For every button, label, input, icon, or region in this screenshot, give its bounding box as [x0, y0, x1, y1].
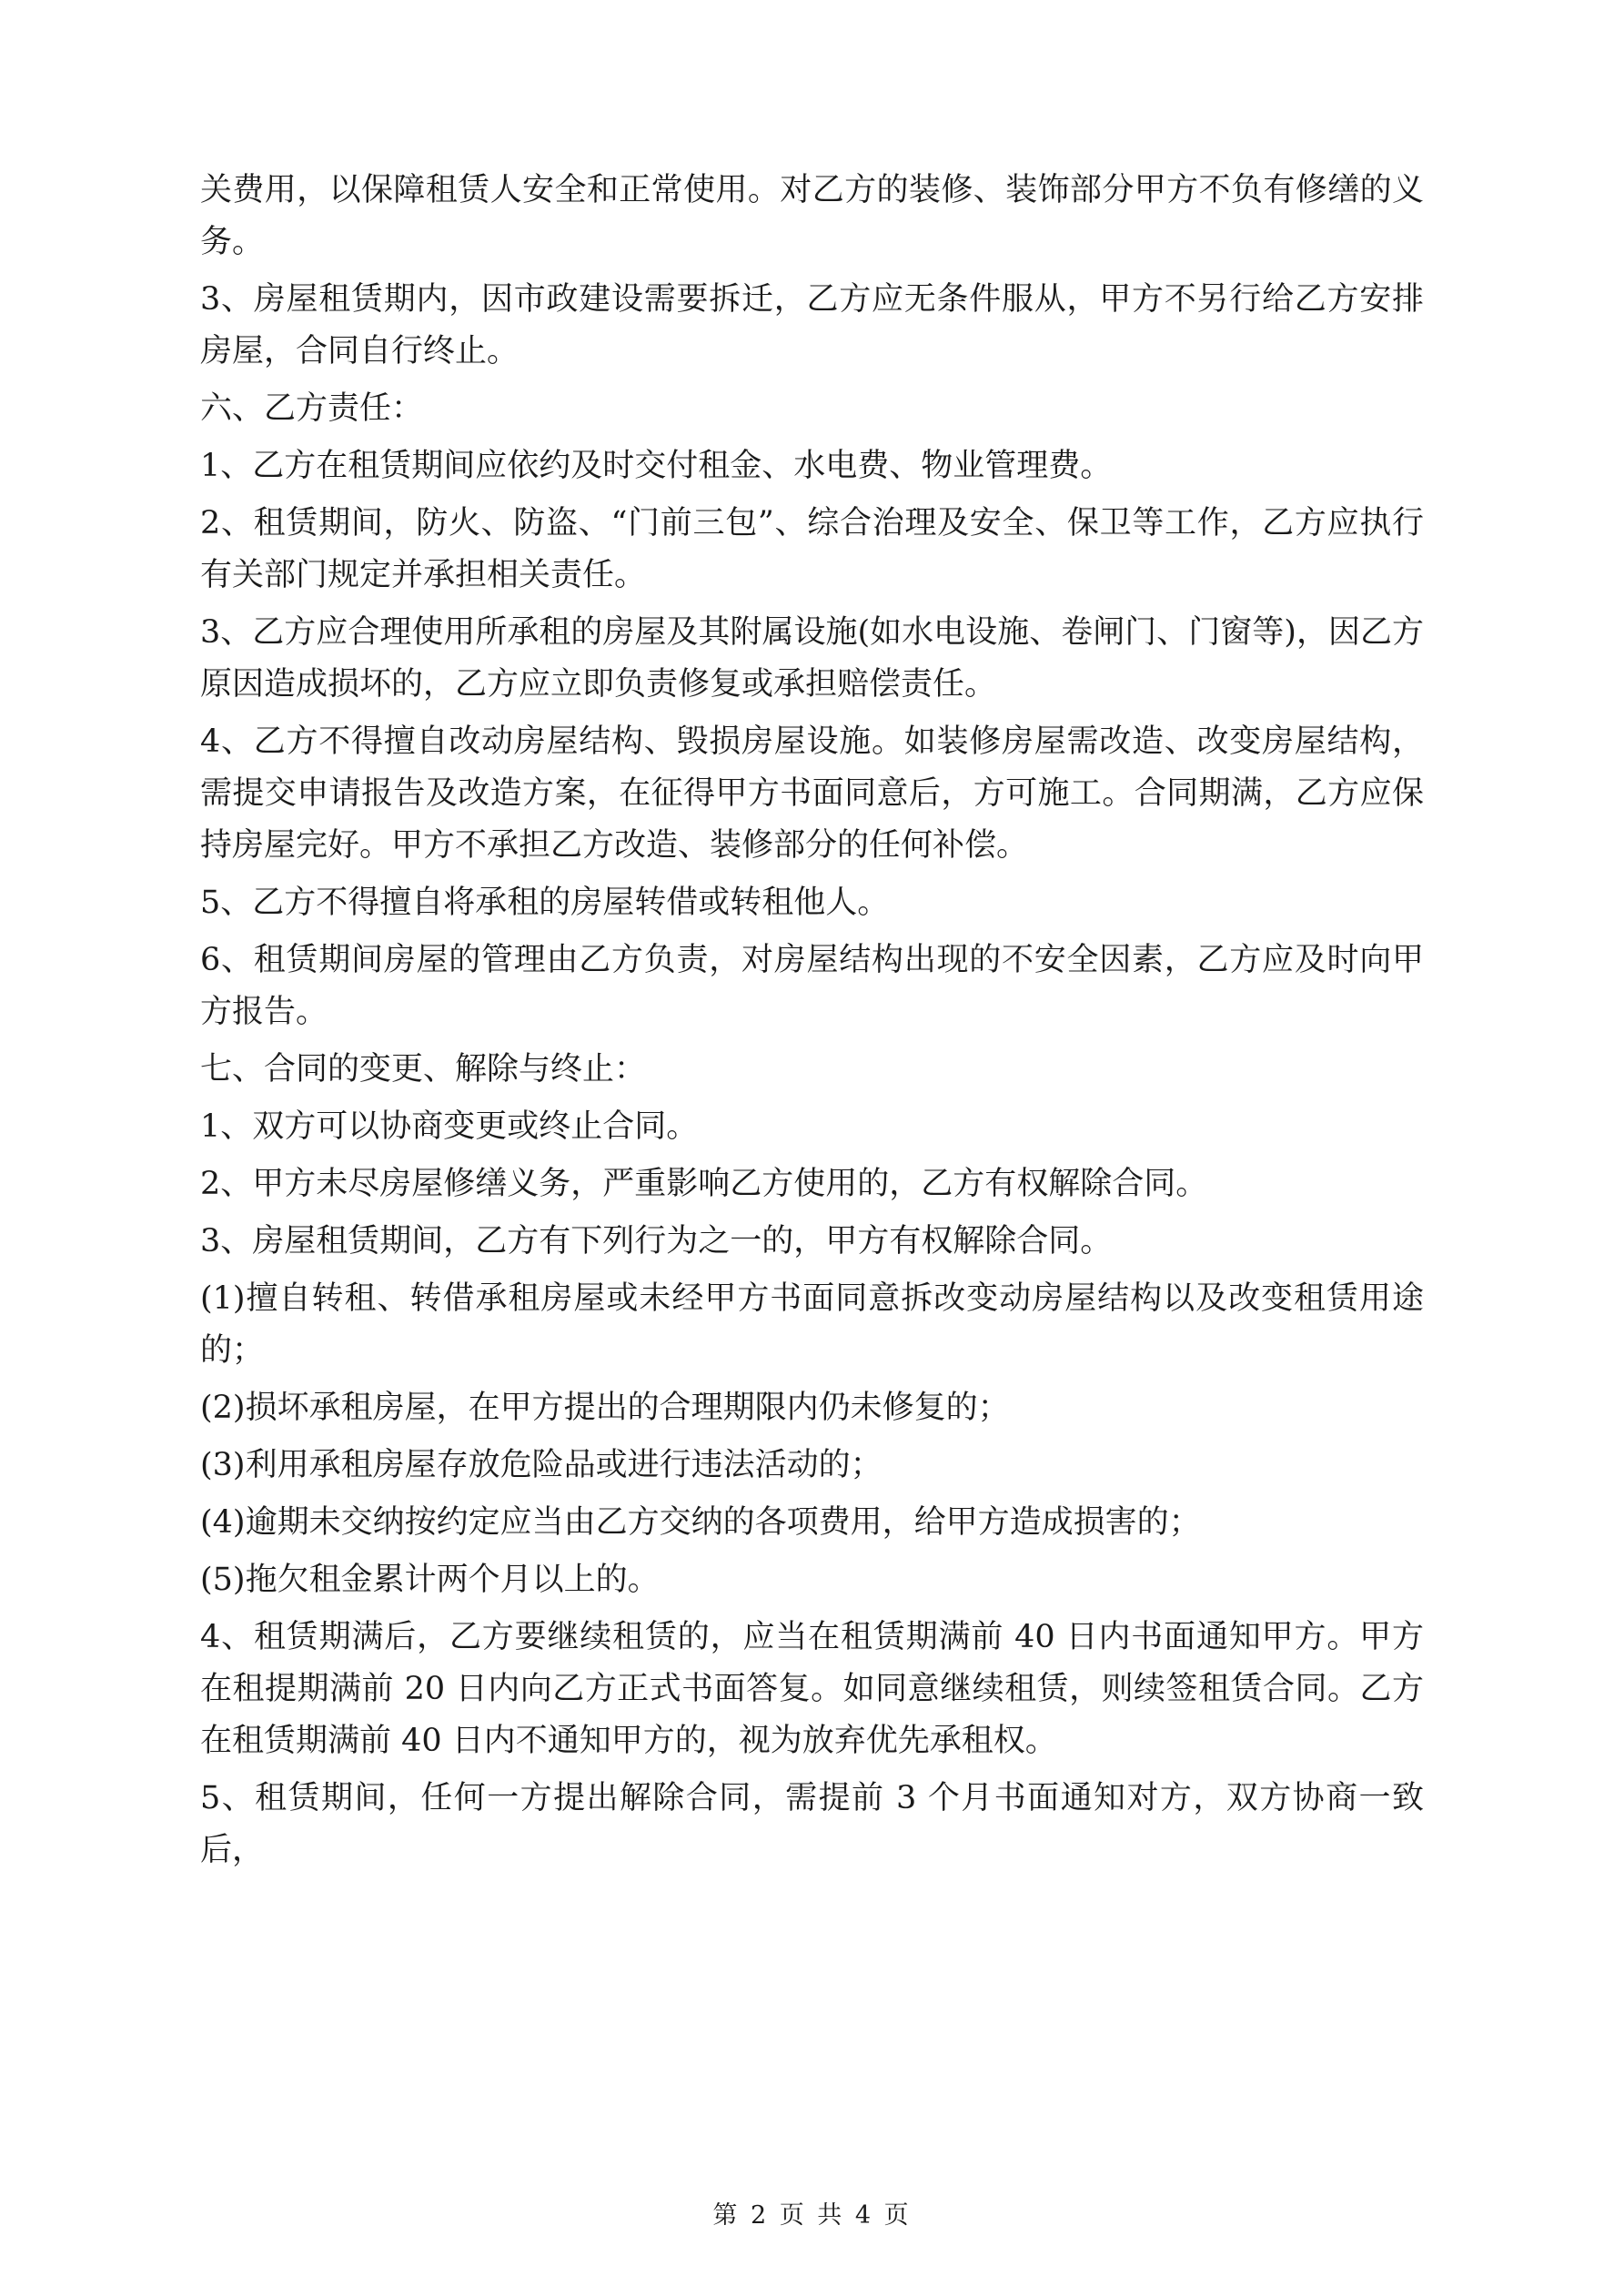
paragraph: 1、双方可以协商变更或终止合同。: [200, 1108, 699, 1145]
paragraph: 2、甲方未尽房屋修缮义务，严重影响乙方使用的，乙方有权解除合同。: [200, 1166, 1208, 1202]
page-footer: [0, 2195, 1624, 2230]
document-body: [200, 165, 1424, 1882]
list-item: (1)擅自转租、转借承租房屋或未经甲方书面同意拆改变动房屋结构以及改变租赁用途的；: [200, 1280, 1424, 1369]
paragraph: 3、房屋租赁期内，因市政建设需要拆迁，乙方应无条件服从，甲方不另行给乙方安排房屋，合同自行终止。: [200, 281, 1424, 369]
list-item: (2)损坏承租房屋，在甲方提出的合理期限内仍未修复的；: [200, 1390, 1010, 1426]
paragraph: 2、租赁期间，防火、防盗、“门前三包”、综合治理及安全、保卫等工作，乙方应执行有关部门规定并承担相关责任。: [200, 505, 1424, 593]
paragraph: 1、乙方在租赁期间应依约及时交付租金、水电费、物业管理费。: [200, 448, 1113, 484]
list-item: (3)利用承租房屋存放危险品或进行违法活动的；: [200, 1447, 883, 1483]
paragraph: 4、乙方不得擅自改动房屋结构、毁损房屋设施。如装修房屋需改造、改变房屋结构，需提交申请报告及改造方案，在征得甲方书面同意后，方可施工。合同期满，乙方应保持房屋完好。甲方不承担乙方改造、装修部分的任何补偿。: [200, 723, 1424, 864]
section-heading: 六、乙方责任：: [200, 390, 424, 427]
paragraph: 4、租赁期满后，乙方要继续租赁的，应当在租赁期满前 40 日内书面通知甲方。甲方在租提期满前 20 日内向乙方正式书面答复。如同意继续租赁，则续签租赁合同。乙方在租赁期满前 40 日内不通知甲方的，视为放弃优先承租权。: [200, 1619, 1424, 1759]
list-item: (5)拖欠租金累计两个月以上的。: [200, 1562, 660, 1598]
list-item: (4)逾期未交纳按约定应当由乙方交纳的各项费用，给甲方造成损害的；: [200, 1504, 1201, 1541]
paragraph: 3、房屋租赁期间，乙方有下列行为之一的，甲方有权解除合同。: [200, 1223, 1113, 1259]
page-number-label: 第 2 页 共 4 页: [712, 2201, 912, 2230]
paragraph: 5、租赁期间，任何一方提出解除合同，需提前 3 个月书面通知对方，双方协商一致后，: [200, 1780, 1424, 1868]
paragraph: 5、乙方不得擅自将承租的房屋转借或转租他人。: [200, 885, 890, 921]
paragraph: 3、乙方应合理使用所承租的房屋及其附属设施(如水电设施、卷闸门、门窗等)，因乙方原因造成损坏的，乙方应立即负责修复或承担赔偿责任。: [200, 614, 1424, 703]
paragraph: 关费用，以保障租赁人安全和正常使用。对乙方的装修、装饰部分甲方不负有修缮的义务。: [200, 172, 1424, 260]
section-heading: 七、合同的变更、解除与终止：: [200, 1051, 647, 1087]
paragraph: 6、租赁期间房屋的管理由乙方负责，对房屋结构出现的不安全因素，乙方应及时向甲方报告。: [200, 942, 1424, 1030]
